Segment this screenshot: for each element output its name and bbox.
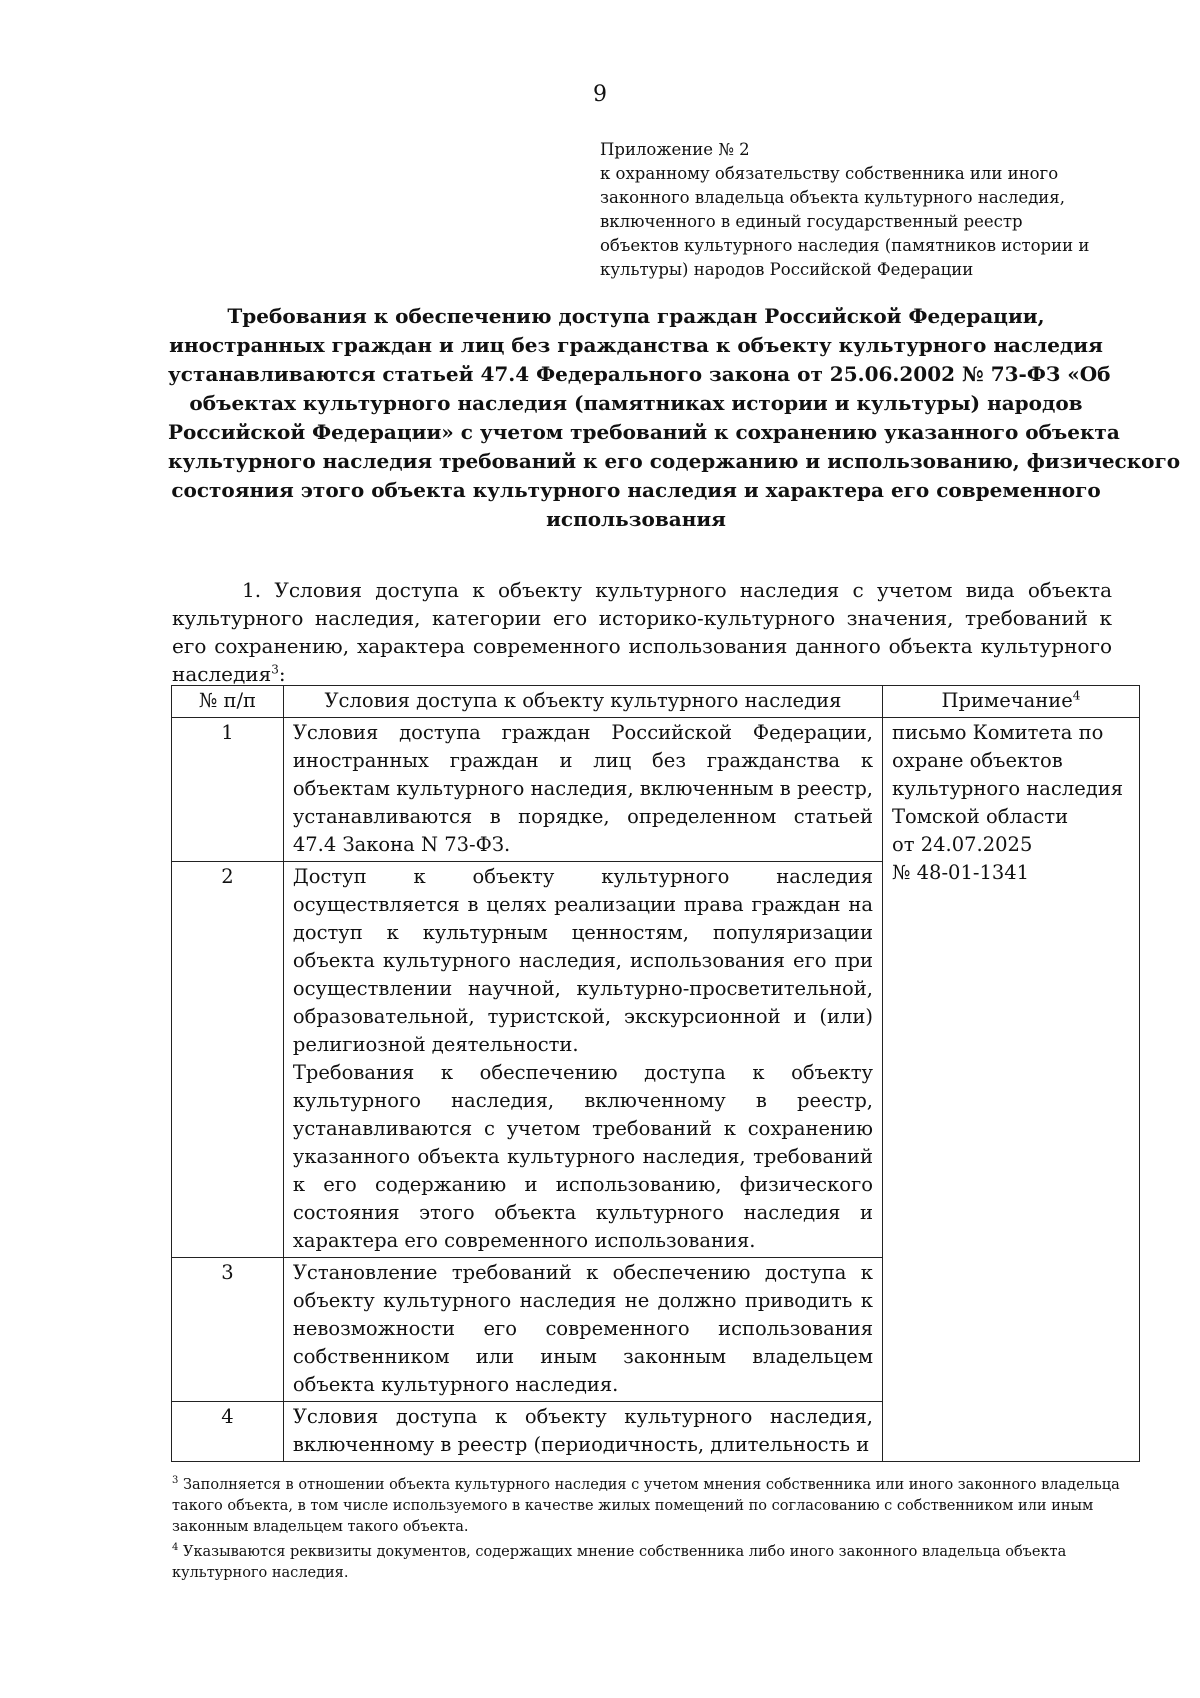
title-line: состояния этого объекта культурного наследия и характера его современного	[171, 478, 1101, 502]
appendix-line: к охранному обязательству собственника или иного	[600, 164, 1059, 183]
header-note-label: Примечание	[941, 689, 1073, 712]
footnote-3	[172, 1475, 1122, 1538]
intro-paragraph	[172, 576, 1112, 688]
row-conditions	[283, 1402, 882, 1462]
title-line: культурного наследия требований к его содержанию и использованию, физического	[168, 449, 1181, 473]
title-line: Российской Федерации» с учетом требований к сохранению указанного объекта	[168, 420, 1120, 444]
footnote-4	[172, 1542, 1122, 1584]
row-conditions	[283, 862, 882, 1258]
appendix-line: Приложение № 2	[600, 140, 750, 159]
footnote-ref[interactable]: 3	[271, 662, 279, 677]
note-line: № 48-01-1341	[892, 861, 1030, 884]
footnote-mark: 3	[172, 1475, 179, 1487]
document-title	[168, 302, 1181, 534]
header-conditions: Условия доступа к объекту культурного наследия	[283, 686, 882, 718]
header-note	[883, 686, 1140, 718]
footnote-mark: 4	[172, 1542, 179, 1554]
title-line: устанавливаются статьей 47.4 Федерального закона от 25.06.2002 № 73-ФЗ «Об	[168, 362, 1111, 386]
intro-text: 1. Условия доступа к объекту культурного наследия с учетом вида объекта культурного наследия, категории его историко-культурного значения, требований к его сохранению, характера современного использования данного объекта культурного наследия	[172, 578, 1112, 686]
row-conditions	[283, 1258, 882, 1402]
appendix-line: законного владельца объекта культурного наследия,	[600, 188, 1065, 207]
appendix-line: объектов культурного наследия (памятников истории и	[600, 236, 1090, 255]
note-line: от 24.07.2025	[892, 833, 1033, 856]
row-paragraph: Требования к обеспечению доступа к объекту культурного наследия, включенному в реестр, устанавливаются с учетом требований к сохранению указанного объекта культурного наследия, требований к его содержанию и использованию, физического состояния этого объекта культурного наследия и характера его современного использования.	[292, 1061, 873, 1252]
footnote-ref[interactable]: 4	[1072, 688, 1081, 703]
header-number: № п/п	[172, 686, 284, 718]
intro-suffix: :	[278, 662, 286, 686]
row-paragraph: Доступ к объекту культурного наследия осуществляется в целях реализации права граждан на доступ к культурным ценностям, популяризации объекта культурного наследия, использования его при осуществлении научной, культурно-просветительной, образовательной, туристской, экскурсионной и (или) религиозной деятельности.	[292, 865, 873, 1056]
access-conditions-table	[171, 685, 1140, 1462]
title-line: использования	[546, 507, 726, 531]
table-row	[172, 718, 1140, 862]
footnote-divider	[172, 1461, 459, 1462]
note-line: культурного наследия	[892, 777, 1124, 800]
note-line: охране объектов	[892, 749, 1063, 772]
row-number: 3	[172, 1258, 284, 1402]
note-cell	[883, 718, 1140, 1462]
row-paragraph: Установление требований к обеспечению доступа к объекту культурного наследия не должно приводить к невозможности его современного использования собственником или иным законным владельцем объекта культурного наследия.	[292, 1261, 873, 1396]
appendix-header	[600, 138, 1120, 282]
note-line: Томской области	[892, 805, 1069, 828]
title-line: объектах культурного наследия (памятниках истории и культуры) народов	[189, 391, 1083, 415]
footnotes	[172, 1475, 1122, 1588]
table-header-row	[172, 686, 1140, 718]
footnote-text: Заполняется в отношении объекта культурного наследия с учетом мнения собственника или иного законного владельца такого объекта, в том числе используемого в качестве жилых помещений по согласованию с собственником или иным законным владельцем такого объекта.	[172, 1477, 1120, 1535]
appendix-line: культуры) народов Российской Федерации	[600, 260, 974, 279]
row-number: 4	[172, 1402, 284, 1462]
row-paragraph: Условия доступа к объекту культурного наследия, включенному в реестр (периодичность, длительность и	[292, 1405, 873, 1456]
appendix-line: включенного в единый государственный реестр	[600, 212, 1023, 231]
row-paragraph: Условия доступа граждан Российской Федерации, иностранных граждан и лиц без гражданства к объектам культурного наследия, включенным в реестр, устанавливаются в порядке, определенном статьей 47.4 Закона N 73-ФЗ.	[292, 721, 873, 856]
footnote-text: Указываются реквизиты документов, содержащих мнение собственника либо иного законного владельца объекта культурного наследия.	[172, 1544, 1067, 1581]
row-number: 1	[172, 718, 284, 862]
title-line: иностранных граждан и лиц без гражданства к объекту культурного наследия	[169, 333, 1103, 357]
row-number: 2	[172, 862, 284, 1258]
page-number: 9	[593, 82, 607, 107]
title-line: Требования к обеспечению доступа граждан Российской Федерации,	[227, 304, 1045, 328]
row-conditions	[283, 718, 882, 862]
note-line: письмо Комитета по	[892, 721, 1104, 744]
